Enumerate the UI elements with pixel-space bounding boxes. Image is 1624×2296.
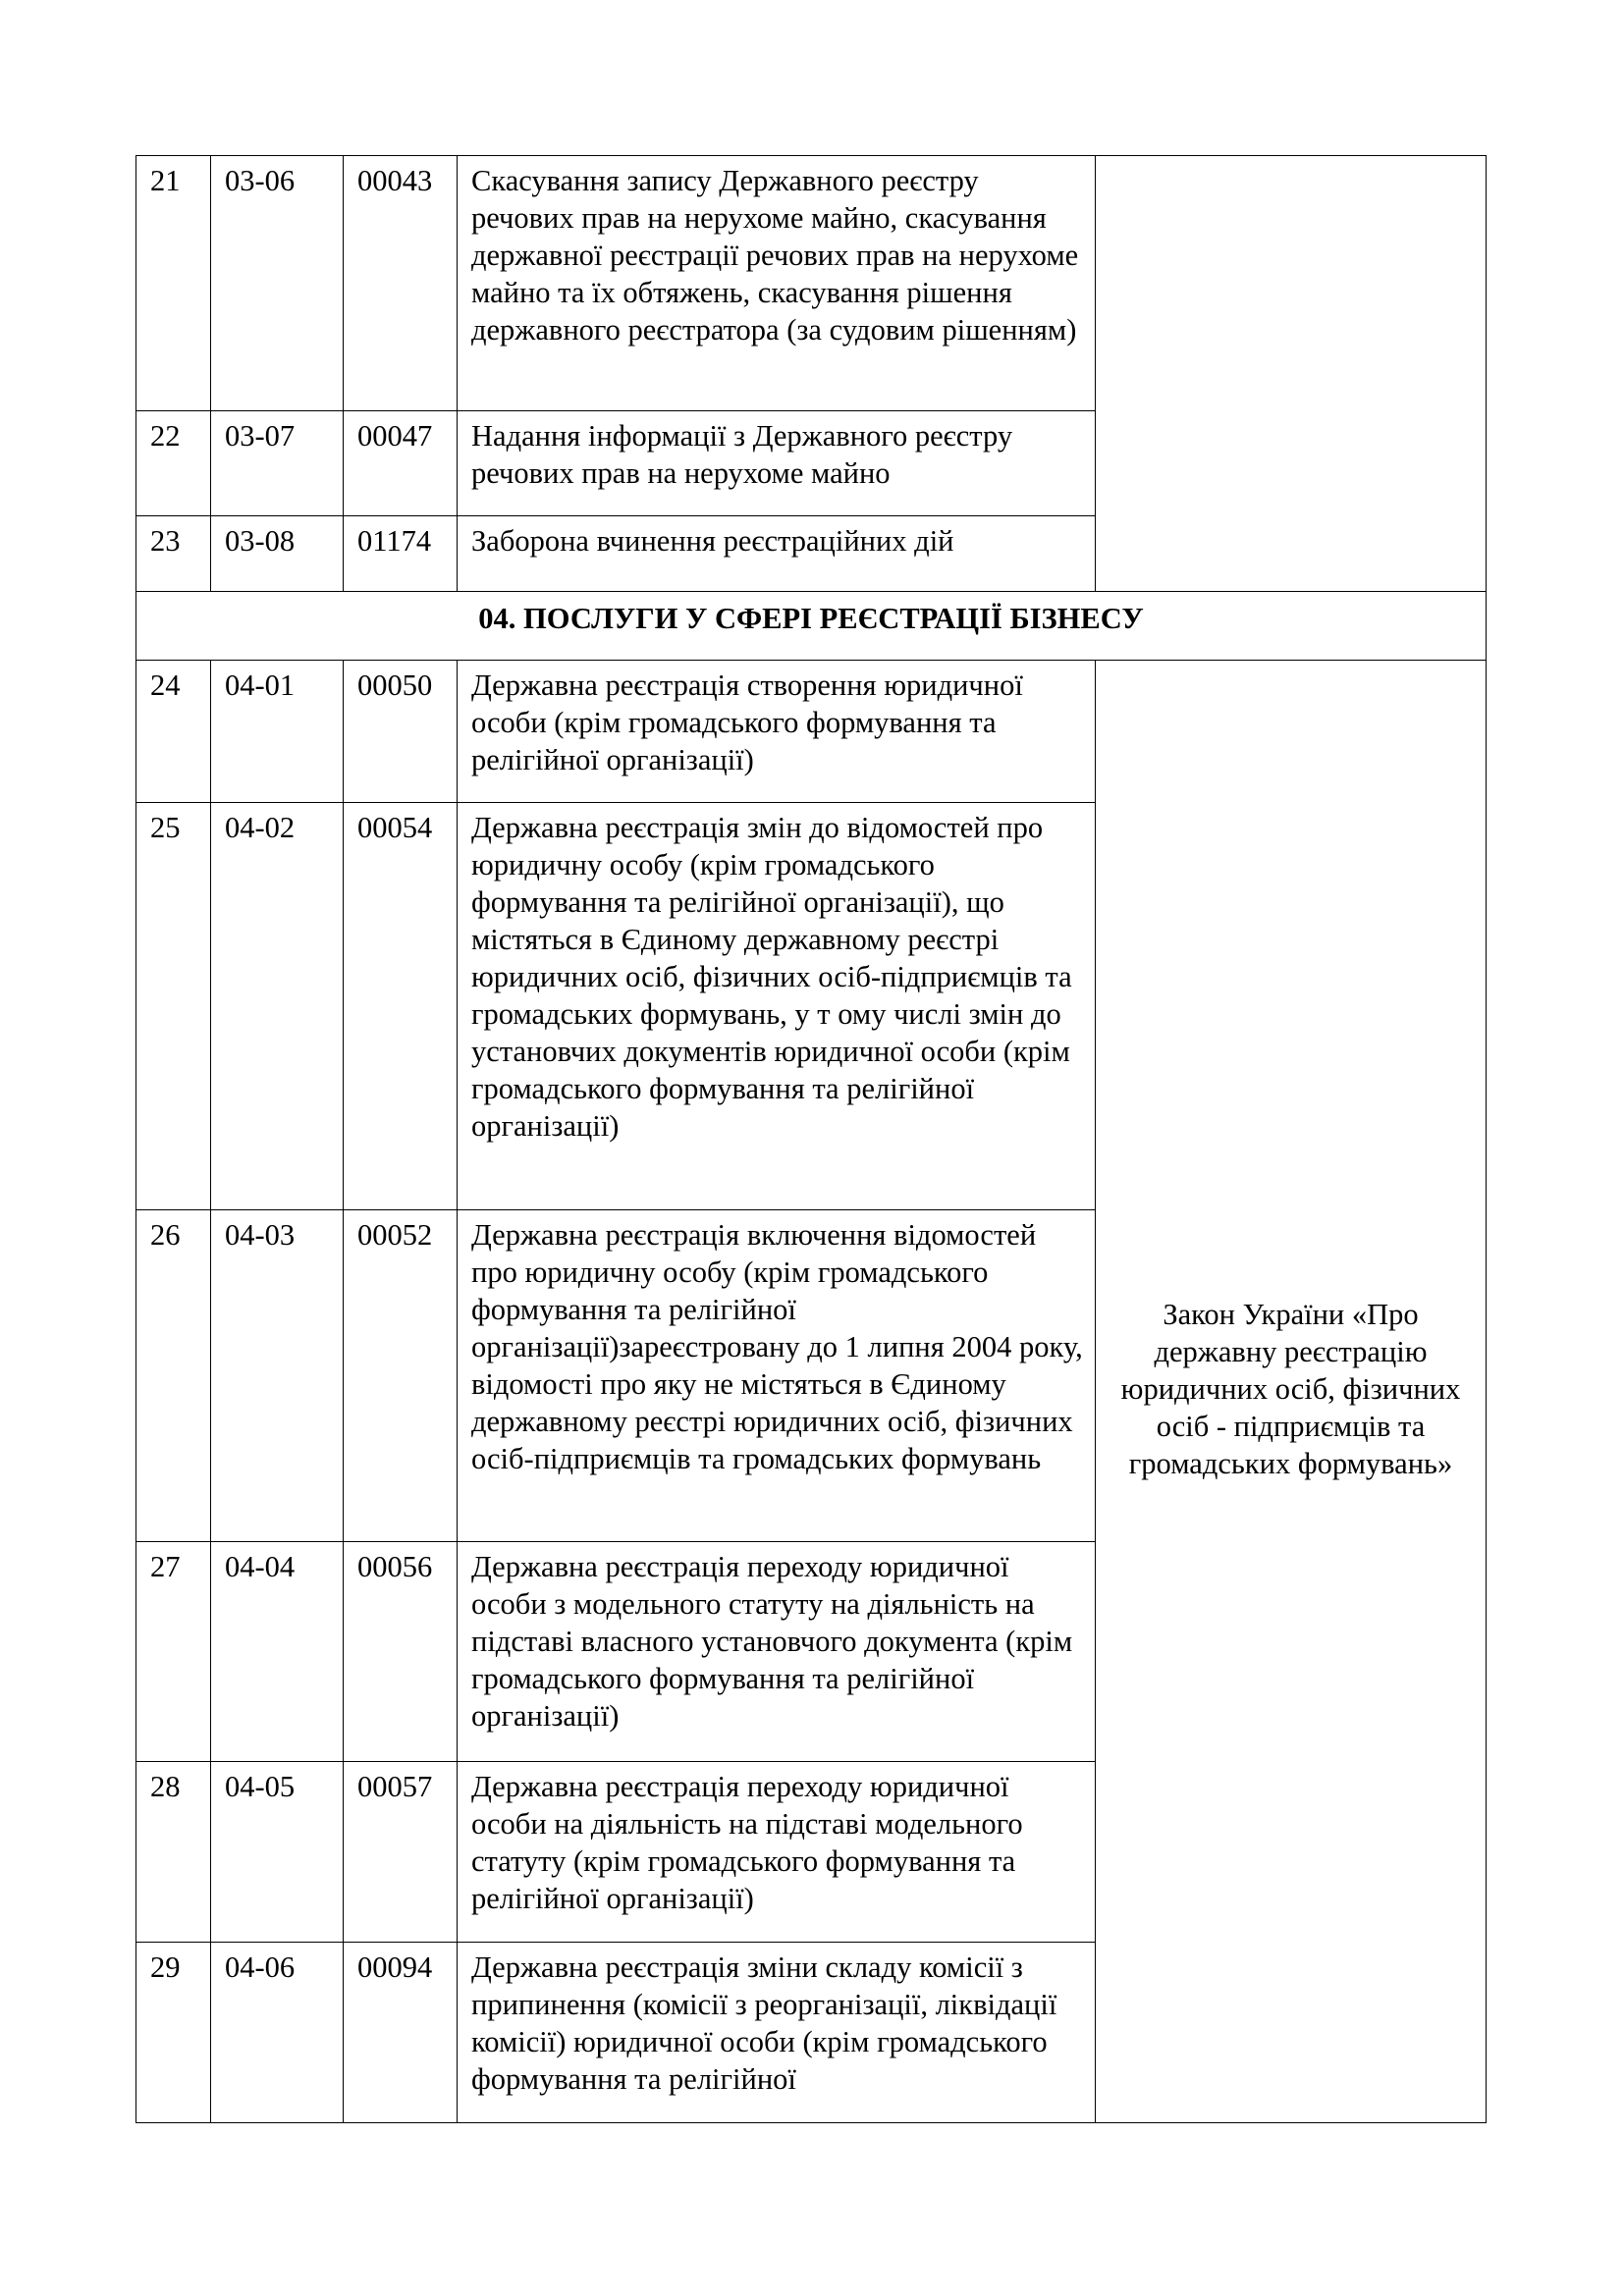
service-code: 03-06 (211, 156, 344, 411)
service-id: 00043 (344, 156, 458, 411)
row-number: 21 (136, 156, 211, 411)
service-id: 00052 (344, 1210, 458, 1542)
row-number: 26 (136, 1210, 211, 1542)
row-number: 28 (136, 1762, 211, 1943)
legal-basis: Закон України «Про державну реєстрацію юридичних осіб, фізичних осіб - підприємців та громадських формувань» (1096, 661, 1487, 2123)
service-code: 04-03 (211, 1210, 344, 1542)
service-code: 04-04 (211, 1542, 344, 1762)
service-id: 01174 (344, 516, 458, 592)
service-description: Скасування запису Державного реєстру речових прав на нерухоме майно, скасування державної реєстрації речових прав на нерухоме майно та їх обтяжень, скасування рішення державного реєстратора (за судовим рішенням) (458, 156, 1096, 411)
service-id: 00094 (344, 1943, 458, 2123)
service-code: 03-08 (211, 516, 344, 592)
service-description: Державна реєстрація створення юридичної особи (крім громадського формування та релігійної організації) (458, 661, 1096, 803)
service-id: 00057 (344, 1762, 458, 1943)
table-row (136, 661, 1487, 803)
service-code: 04-06 (211, 1943, 344, 2123)
service-id: 00050 (344, 661, 458, 803)
row-number: 22 (136, 411, 211, 516)
service-description: Заборона вчинення реєстраційних дій (458, 516, 1096, 592)
service-code: 04-05 (211, 1762, 344, 1943)
row-number: 24 (136, 661, 211, 803)
service-id: 00056 (344, 1542, 458, 1762)
service-description: Державна реєстрація зміни складу комісії з припинення (комісії з реорганізації, ліквідації комісії) юридичної особи (крім громадського формування та релігійної (458, 1943, 1096, 2123)
document-page (135, 155, 1486, 2123)
service-id: 00047 (344, 411, 458, 516)
services-table (135, 155, 1487, 2123)
service-code: 04-02 (211, 803, 344, 1210)
table-row (136, 156, 1487, 411)
row-number: 25 (136, 803, 211, 1210)
service-description: Державна реєстрація змін до відомостей про юридичну особу (крім громадського формування та релігійної організації), що містяться в Єдиному державному реєстрі юридичних осіб, фізичних осіб-підприємців та громадських формувань, у т ому числі змін до установчих документів юридичної особи (крім громадського формування та релігійної організації) (458, 803, 1096, 1210)
service-id: 00054 (344, 803, 458, 1210)
service-description: Державна реєстрація переходу юридичної особи на діяльність на підставі модельного статуту (крім громадського формування та релігійної організації) (458, 1762, 1096, 1943)
legal-basis-cell-empty (1096, 156, 1487, 592)
section-row (136, 592, 1487, 661)
section-heading: 04. ПОСЛУГИ У СФЕРІ РЕЄСТРАЦІЇ БІЗНЕСУ (136, 592, 1487, 661)
service-description: Державна реєстрація переходу юридичної особи з модельного статуту на діяльність на підставі власного установчого документа (крім громадського формування та релігійної організації) (458, 1542, 1096, 1762)
row-number: 23 (136, 516, 211, 592)
service-description: Надання інформації з Державного реєстру речових прав на нерухоме майно (458, 411, 1096, 516)
service-code: 03-07 (211, 411, 344, 516)
row-number: 27 (136, 1542, 211, 1762)
row-number: 29 (136, 1943, 211, 2123)
service-code: 04-01 (211, 661, 344, 803)
service-description: Державна реєстрація включення відомостей про юридичну особу (крім громадського формування та релігійної організації)зареєстровану до 1 липня 2004 року, відомості про яку не містяться в Єдиному державному реєстрі юридичних осіб, фізичних осіб-підприємців та громадських формувань (458, 1210, 1096, 1542)
